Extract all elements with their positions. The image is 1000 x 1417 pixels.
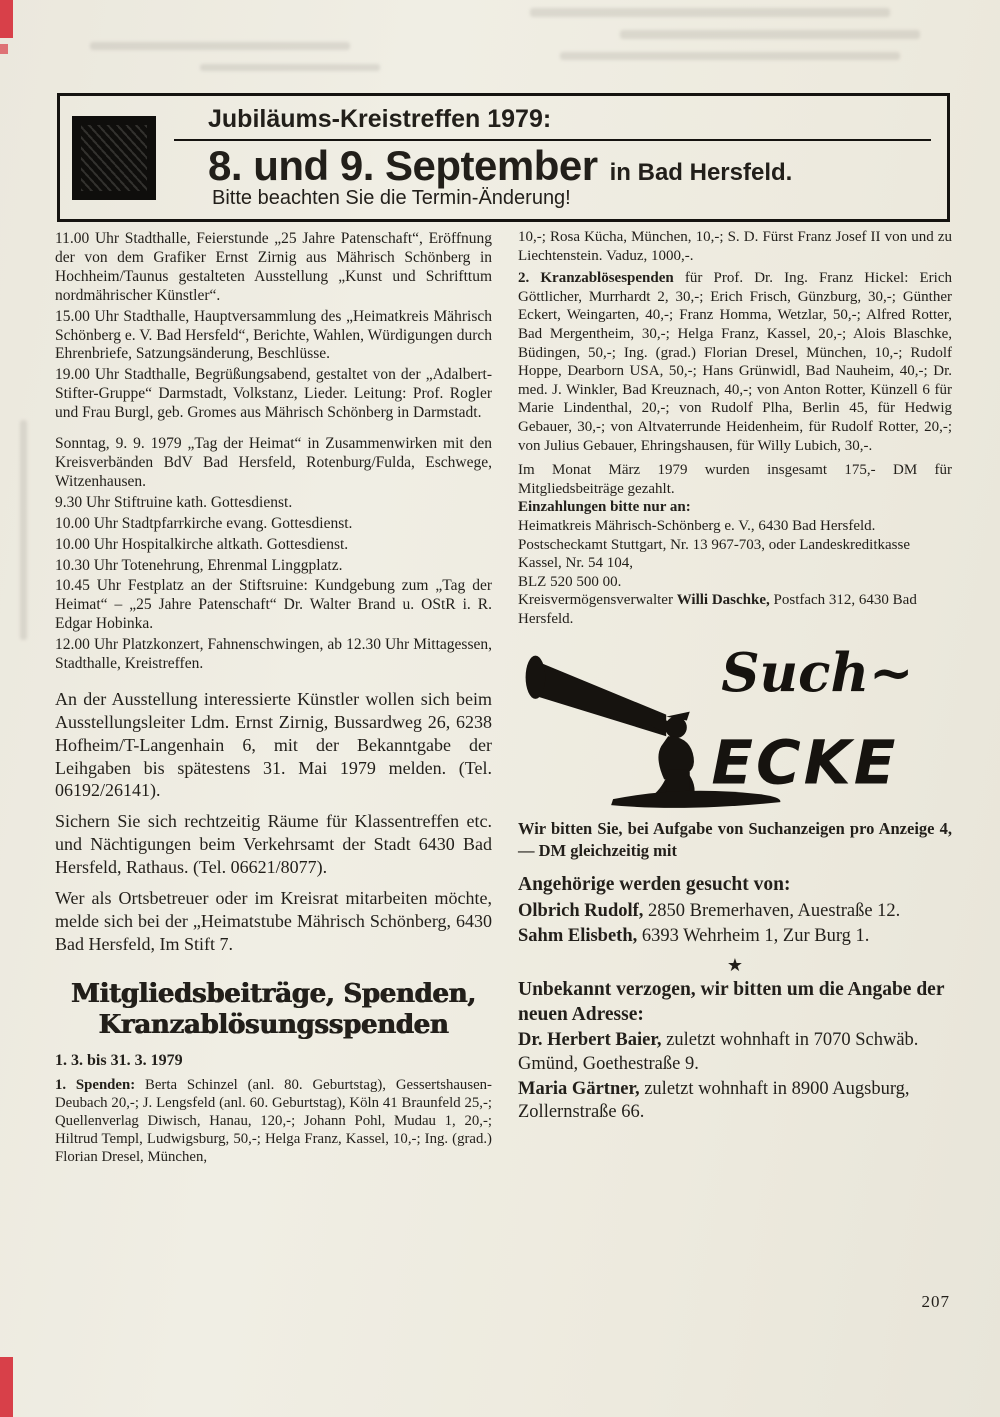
- sought-name: Sahm Elisbeth,: [518, 926, 638, 947]
- notice-paragraph: Wer als Ortsbetreuer oder im Kreisrat mitarbeiten möchte, melde sich bei der „Heimatstube Mährisch Schönberg, 6430 Bad Hersfeld, Im Stift 7.: [55, 887, 492, 954]
- treasurer-suffix: Postfach 312, 6430 Bad Hersfeld.: [518, 592, 917, 627]
- moved-entry: [518, 1029, 952, 1075]
- sought-name: Olbrich Rudolf,: [518, 901, 644, 922]
- sought-address: 2850 Bremerhaven, Auestraße 12.: [648, 901, 901, 922]
- red-edge-mark-top-small: [0, 44, 8, 54]
- payment-heading: Einzahlungen bitte nur an:: [518, 499, 691, 516]
- schedule-item: 10.30 Uhr Totenehrung, Ehrenmal Linggplatz.: [55, 556, 343, 574]
- treasurer-line: [518, 591, 952, 628]
- moved-address: zuletzt wohnhaft in 8900 Augsburg, Zollernstraße 66.: [518, 1078, 910, 1122]
- dues-heading-line1: Mitgliedsbeiträge, Spenden,: [71, 979, 476, 1010]
- notice-paragraph: Sichern Sie sich rechtzeitig Räume für Klassentreffen etc. und Nächtigungen beim Verkehrsamt der Stadt 6430 Bad Hersfeld, Rathaus. (Tel. 06621/8077).: [55, 811, 492, 877]
- publisher-logo-icon: [72, 116, 156, 200]
- donation-text: Berta Schinzel (anl. 80. Geburtstag), Gessertshausen-Deubach 20,-; J. Lengsfeld (anl. 60. Geburtstag), Köln 41 Braunfeld 25,-; Quellenverlag Diwisch, Hanau, 120,-; Johann Pohl, Mudau 1, 20,-; Hiltrud Templ, Ludwigsburg, 50,-; Helga Franz, Kassel, 10,-; Ing. (grad.) Florian Dresel, München,: [55, 1077, 492, 1166]
- sought-entry: [518, 900, 952, 923]
- dues-heading-line2: Kranzablösungsspenden: [98, 1009, 449, 1040]
- bleed-through-smudge: [20, 420, 27, 640]
- treasurer-prefix: Kreisvermögensverwalter: [518, 592, 673, 609]
- event-date: 8. und 9. September: [208, 142, 598, 189]
- schedule-item: Sonntag, 9. 9. 1979 „Tag der Heimat“ in Zusammenwirken mit den Kreisverbänden BdV Bad Hersfeld, Rotenburg/Fulda, Eschwege, Witzenhausen.: [55, 435, 492, 490]
- star-divider-icon: ★: [726, 954, 744, 975]
- sought-address: 6393 Wehrheim 1, Zur Burg 1.: [641, 926, 870, 947]
- monthly-total-note: Im Monat März 1979 wurden insgesamt 175,- DM für Mitgliedsbeiträge gezahlt.: [518, 462, 952, 497]
- treasurer-name: Willi Daschke,: [676, 592, 770, 609]
- payment-line: BLZ 520 500 00.: [518, 573, 622, 590]
- event-note: Bitte beachten Sie die Termin-Änderung!: [212, 187, 571, 209]
- schedule-item: 15.00 Uhr Stadthalle, Hauptversammlung des „Heimatkreis Mährisch Schönberg e. V. Bad Hersfeld“, Berichte, Wahlen, Würdigungen durch Ehrenbriefe, Satzungsänderung, Beschlüsse.: [55, 307, 492, 363]
- wreath-donation-list: [518, 269, 952, 455]
- schedule-item: 10.00 Uhr Hospitalkirche altkath. Gottesdienst.: [55, 535, 349, 553]
- sought-heading: Angehörige werden gesucht von:: [518, 874, 791, 896]
- two-column-body: [55, 228, 952, 1166]
- bleed-through-smudge: [90, 42, 350, 50]
- bleed-through-smudge: [560, 52, 900, 60]
- wreath-donation-text: für Prof. Dr. Ing. Franz Hickel: Erich Göttlicher, Murrhardt 2, 30,-; Erich Frisch, Günzburg, 30,-; Günther Eckert, Weingarten, 40,-; Franz Homma, Wetzlar, 50,-; Alfred Rotter, Bad Mergentheim, 30,-; Helga Franz, Kassel, 20,-; Alois Blaschke, Büdingen, 50,-; Ing. (grad.) Florian Dresel, München, 10,-; Rudolf Hoppe, Dearborn USA, 50,-; Hans Grünwidl, Bad Nauheim, 40,-; Dr. med. J. Winkler, Bad Kreuznach, 40,-; von Anton Rotter, Künzell 6 für Marie Lindenthal, 20,-; von Rudolf Plha, Berlin 45, für Hedwig Gebauer, 30,-; von Altvaterrunde Heidenheim, für Rudolf Rotter, 20,-; von Julius Gebauer, Ehringshausen, für Willy Lubich, 30,-.: [518, 270, 953, 454]
- payment-line: Heimatkreis Mährisch-Schönberg e. V., 6430 Bad Hersfeld.: [518, 517, 876, 534]
- schedule-item: 11.00 Uhr Stadthalle, Feierstunde „25 Jahre Patenschaft“, Eröffnung der von dem Grafiker Ernst Zirnig aus Mährisch Schönberg in Hochheim/Taunus gestalteten Ausstellung „Kunst und Schrifttum nordmährischer Künstler“.: [55, 230, 492, 304]
- event-place: in Bad Hersfeld.: [609, 159, 793, 186]
- schedule-item: 10.00 Uhr Stadtpfarrkirche evang. Gottesdienst.: [55, 514, 353, 532]
- notice-paragraph: An der Ausstellung interessierte Künstler wollen sich beim Ausstellungsleiter Ldm. Ernst Zirnig, Bussardweg 26, 6238 Hofheim/T-Langenhain 6, mit der Bekanntgabe der Leihgaben bis spätestens 31. Mai 1979 melden. (Tel. 06192/26141).: [55, 688, 492, 801]
- sought-entry: [518, 925, 952, 948]
- donation-label: 1. Spenden:: [55, 1077, 136, 1094]
- dues-period: 1. 3. bis 31. 3. 1979: [55, 1052, 183, 1070]
- schedule-item: 12.00 Uhr Platzkonzert, Fahnenschwingen, ab 12.30 Uhr Mittagessen, Stadthalle, Kreistreffen.: [55, 636, 492, 673]
- moved-heading: Unbekannt verzogen, wir bitten um die Angabe der neuen Adresse:: [518, 978, 945, 1025]
- bleed-through-smudge: [620, 30, 920, 39]
- red-edge-mark-bottom: [0, 1357, 13, 1417]
- payment-line: Postscheckamt Stuttgart, Nr. 13 967-703, oder Landeskreditkasse Kassel, Nr. 54 104,: [518, 536, 911, 572]
- schedule-item: 19.00 Uhr Stadthalle, Begrüßungsabend, gestaltet von der „Adalbert-Stifter-Gruppe“ Darmstadt, Volkstanz, Lieder. Leitung: Prof. Rogler und Frau Burgl, geb. Gromes aus Mährisch Schönberg in Darmstadt.: [55, 366, 492, 422]
- red-edge-mark-top: [0, 0, 13, 38]
- donation-list: [55, 1076, 492, 1166]
- schedule-item: 10.45 Uhr Festplatz an der Stiftsruine: Kundgebung zum „Tag der Heimat“ – „25 Jahre Patenschaft“ Dr. Walter Brand u. OStR i. R. Edgar Hobinka.: [55, 577, 492, 633]
- donation-list-continued: 10,-; Rosa Kücha, München, 10,-; S. D. Fürst Franz Josef II von und zu Liechtenstein. Vaduz, 1000,-.: [518, 229, 952, 264]
- bleed-through-smudge: [200, 64, 380, 71]
- wreath-donation-label: 2. Kranzablösespenden: [518, 270, 674, 287]
- schedule-item: 9.30 Uhr Stiftruine kath. Gottesdienst.: [55, 493, 293, 511]
- moved-address: zuletzt wohnhaft in 7070 Schwäb. Gmünd, Goethestraße 9.: [518, 1030, 919, 1074]
- search-ad-fee-note: Wir bitten Sie, bei Aufgabe von Suchanzeigen pro Anzeige 4,— DM gleichzeitig mit: [518, 819, 952, 860]
- moved-name: Dr. Herbert Baier,: [518, 1030, 662, 1051]
- page-number: 207: [921, 1292, 950, 1311]
- ecke-block-text: ECKE: [711, 727, 899, 799]
- right-column: [518, 228, 952, 1166]
- such-ecke-illustration: [518, 634, 952, 814]
- such-script-text: Such~: [721, 641, 914, 705]
- bleed-through-smudge: [530, 8, 890, 17]
- left-column: [55, 228, 492, 1166]
- event-announcement-box: [57, 93, 950, 222]
- moved-entry: [518, 1078, 952, 1124]
- event-title: Jubiläums-Kreistreffen 1979:: [174, 105, 931, 141]
- megaphone-crier-icon: [518, 634, 952, 809]
- dues-section-heading: [55, 979, 492, 1040]
- moved-name: Maria Gärtner,: [518, 1078, 640, 1099]
